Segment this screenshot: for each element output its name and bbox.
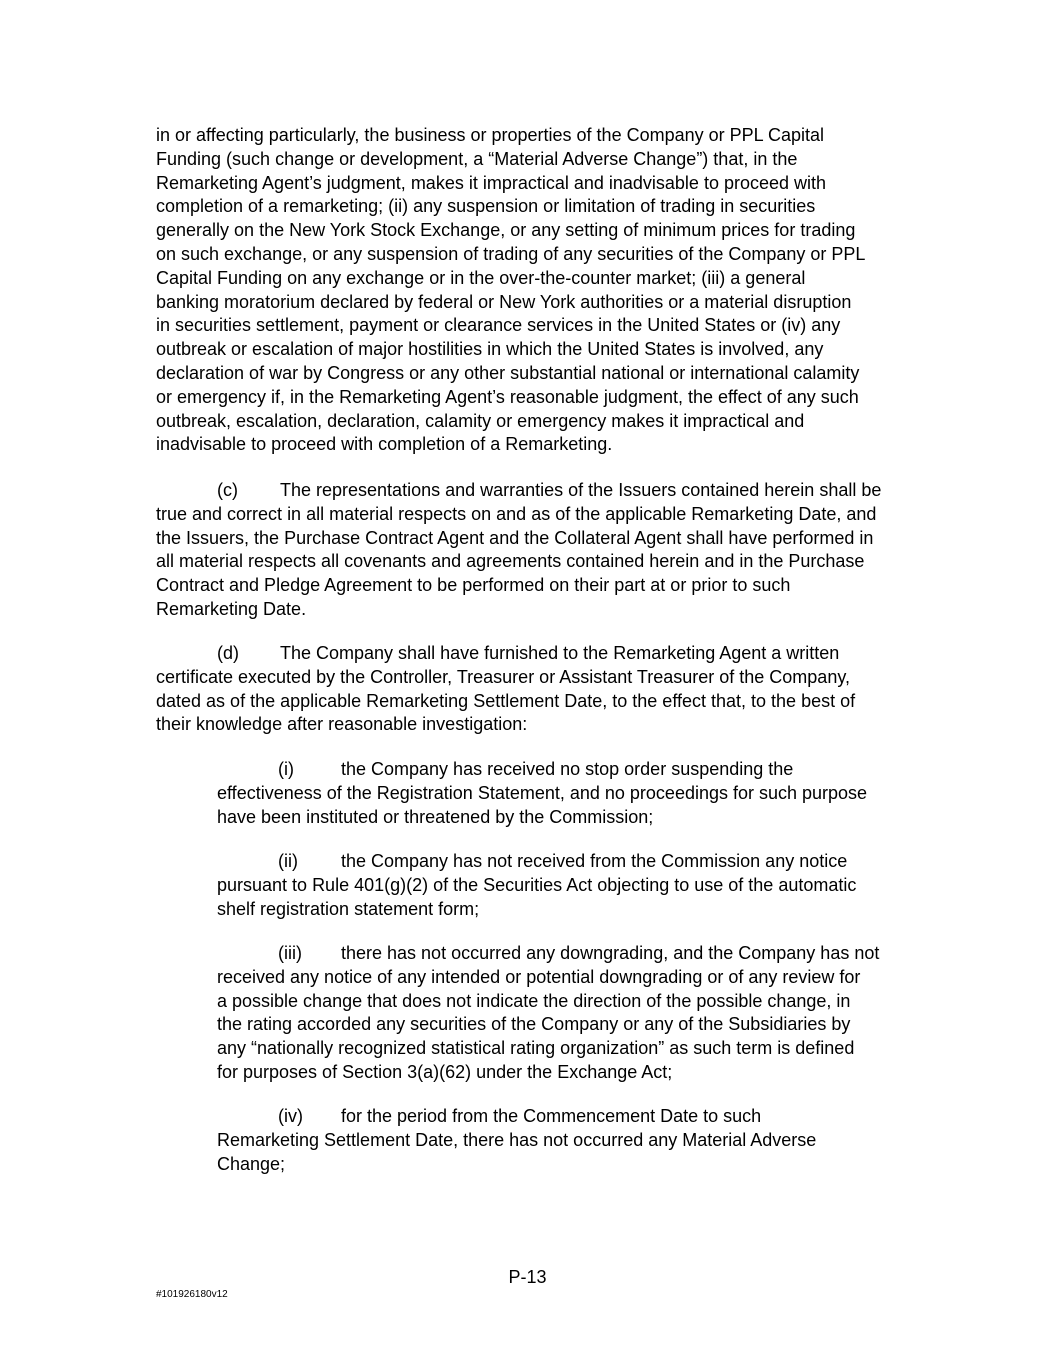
- paragraph-line: on such exchange, or any suspension of trading of any securities of the Company or PPL: [156, 243, 866, 264]
- paragraph-line: Funding (such change or development, a “Material Adverse Change”) that, in the: [156, 148, 798, 169]
- paragraph-line: outbreak or escalation of major hostilities in which the United States is involved, any: [156, 339, 824, 360]
- paragraph-continuation: [156, 124, 916, 457]
- paragraph-d: (d) The Company shall have furnished to the Remarketing Agent a written certificate executed by the Controller, Treasurer or Assistant Treasurer of the Company, dated as of the applicable Remarketing Settlement Date, to the effect that, to the best of their knowledge after reasonable investigation:: [156, 642, 916, 737]
- subitem-i-label: (i): [278, 759, 294, 779]
- subitem-ii-label: (ii): [278, 851, 298, 871]
- paragraph-c-first-line: (c) The representations and warranties of the Issuers contained herein shall be: [156, 479, 916, 503]
- paragraph-line: in securities settlement, payment or clearance services in the United States or (iv) any: [156, 315, 841, 336]
- paragraph-line: Capital Funding on any exchange or in the over-the-counter market; (iii) a general: [156, 267, 806, 288]
- subitem-iii: (iii) there has not occurred any downgrading, and the Company has not received any notice of any intended or potential downgrading or of any review for a possible change that does not indicate the direction of the possible change, in the rating accorded any securities of the Company or any of the Subsidiaries by any “nationally recognized statistical rating organization” as such term is defined for purposes of Section 3(a)(62) under the Exchange Act;: [217, 943, 880, 1082]
- paragraph-line: inadvisable to proceed with completion of a Remarketing.: [156, 434, 613, 455]
- paragraph-line: generally on the New York Stock Exchange, or any setting of minimum prices for trading: [156, 220, 856, 241]
- subitem-iv-label: (iv): [278, 1106, 303, 1126]
- paragraph-line: or emergency if, in the Remarketing Agent’s reasonable judgment, the effect of any such: [156, 386, 859, 407]
- subitem-i: (i) the Company has received no stop order suspending the effectiveness of the Registration Statement, and no proceedings for such purpose have been instituted or threatened by the Commission;: [217, 759, 868, 827]
- paragraph-d-first-line: (d) The Company shall have furnished to the Remarketing Agent a written: [156, 642, 916, 666]
- paragraph-line: completion of a remarketing; (ii) any suspension or limitation of trading in securities: [156, 196, 816, 217]
- paragraph-line: declaration of war by Congress or any other substantial national or international calamity: [156, 362, 860, 383]
- paragraph-line: banking moratorium declared by federal or New York authorities or a material disruption: [156, 291, 852, 312]
- paragraph-line: Remarketing Agent’s judgment, makes it impractical and inadvisable to proceed with: [156, 172, 827, 193]
- page-number: P-13: [508, 1267, 547, 1287]
- subitem-ii: (ii) the Company has not received from the Commission any notice pursuant to Rule 401(g)(2) of the Securities Act objecting to use of the automatic shelf registration statement form;: [217, 851, 857, 919]
- paragraph-c-label: (c): [217, 480, 238, 500]
- paragraph-line: in or affecting particularly, the business or properties of the Company or PPL Capital: [156, 125, 825, 145]
- subitem-iii-label: (iii): [278, 943, 302, 963]
- paragraph-line: outbreak, escalation, declaration, calamity or emergency makes it impractical and: [156, 410, 805, 431]
- paragraph-c: (c) The representations and warranties of the Issuers contained herein shall be true and correct in all material respects on and as of the applicable Remarketing Date, and the Issuers, the Purchase Contract Agent and the Collateral Agent shall have performed in all material respects all covenants and agreements contained herein and in the Purchase Contract and Pledge Agreement to be performed on their part at or prior to such Remarketing Date.: [156, 479, 916, 622]
- subitem-iv: (iv) for the period from the Commencement Date to such Remarketing Settlement Date, there has not occurred any Material Adverse Change;: [217, 1106, 817, 1174]
- paragraph-d-label: (d): [217, 643, 239, 663]
- document-id: #101926180v12: [156, 1289, 228, 1300]
